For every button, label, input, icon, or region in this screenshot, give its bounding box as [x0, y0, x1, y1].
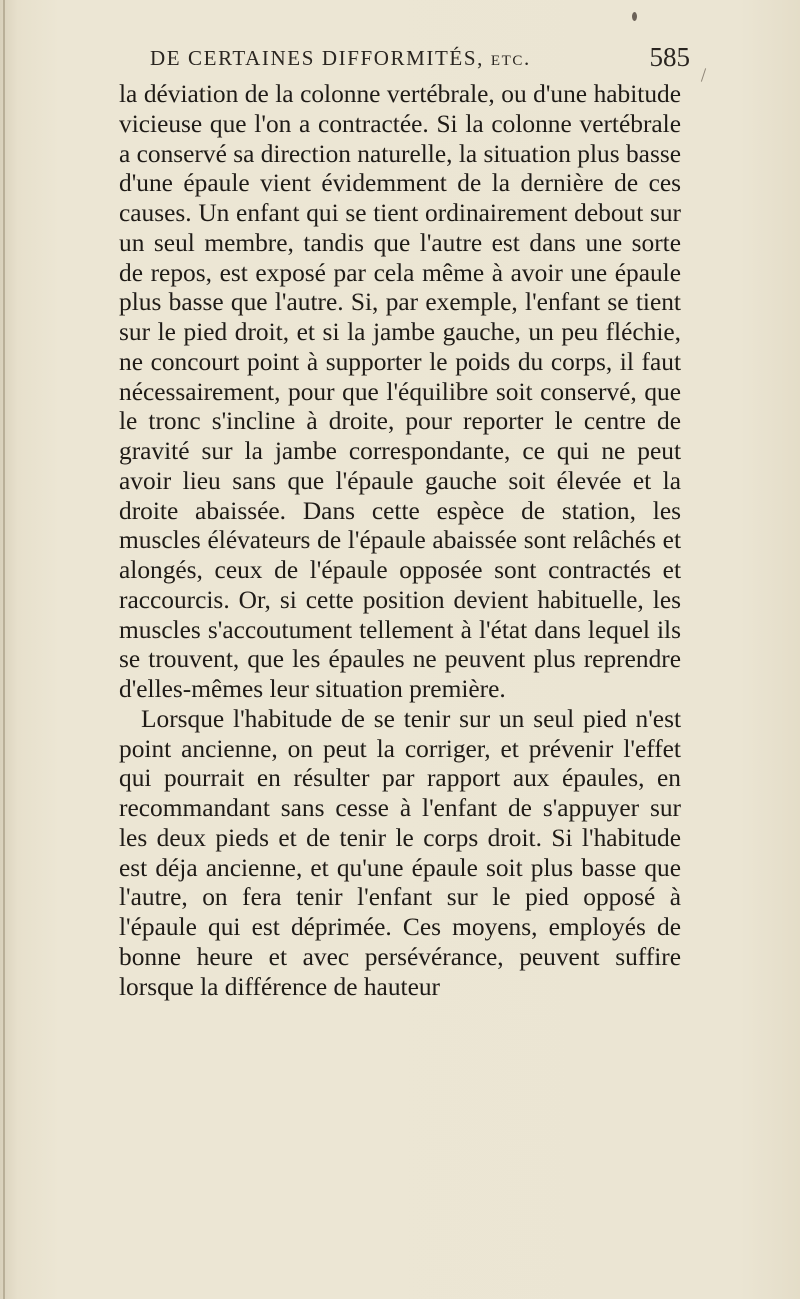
paragraph: Lorsque l'habitude de se tenir sur un seul pied n'est point ancienne, on peut la corriger, et prévenir l'effet qui pourrait en résulter par rapport aux épaules, en recommandant sans cesse à l'enfant de s'appuyer sur les deux pieds et de tenir le corps droit. Si l'habitude est déja ancienne, et qu'une épaule soit plus basse que l'autre, on fera tenir l'enfant sur le pied opposé à l'épaule qui est déprimée. Ces moyens, employés de bonne heure et avec persévérance, peuvent suffire lorsque la différence de hauteur	[119, 704, 681, 1001]
page-header	[150, 38, 690, 78]
page-gutter-edge	[3, 0, 5, 1299]
paragraph: la déviation de la colonne vertébrale, ou d'une habitude vicieuse que l'on a contractée. Si la colonne vertébrale a conservé sa direction naturelle, la situation plus basse d'une épaule vient évidemment de la dernière de ces causes. Un enfant qui se tient ordinairement debout sur un seul membre, tandis que l'autre est dans une sorte de repos, est exposé par cela même à avoir une épaule plus basse que l'autre. Si, par exemple, l'enfant se tient sur le pied droit, et si la jambe gauche, un peu fléchie, ne concourt point à supporter le poids du corps, il faut nécessairement, pour que l'équilibre soit conservé, que le tronc s'incline à droite, pour reporter le centre de gravité sur la jambe correspondante, ce qui ne peut avoir lieu sans que l'épaule gauche soit élevée et la droite abaissée. Dans cette espèce de station, les muscles élévateurs de l'épaule abaissée sont relâchés et alongés, ceux de l'épaule opposée sont contractés et raccourcis. Or, si cette position devient habituelle, les muscles s'accoutument tellement à l'état dans lequel ils se trouvent, que les épaules ne peuvent plus reprendre d'elles-mêmes leur situation première.	[119, 80, 681, 703]
running-head: DE CERTAINES DIFFORMITÉS, etc.	[150, 46, 531, 70]
ink-speck	[632, 12, 637, 21]
body-text	[119, 80, 681, 1002]
margin-mark	[701, 68, 706, 82]
page-number: 585	[649, 42, 690, 72]
